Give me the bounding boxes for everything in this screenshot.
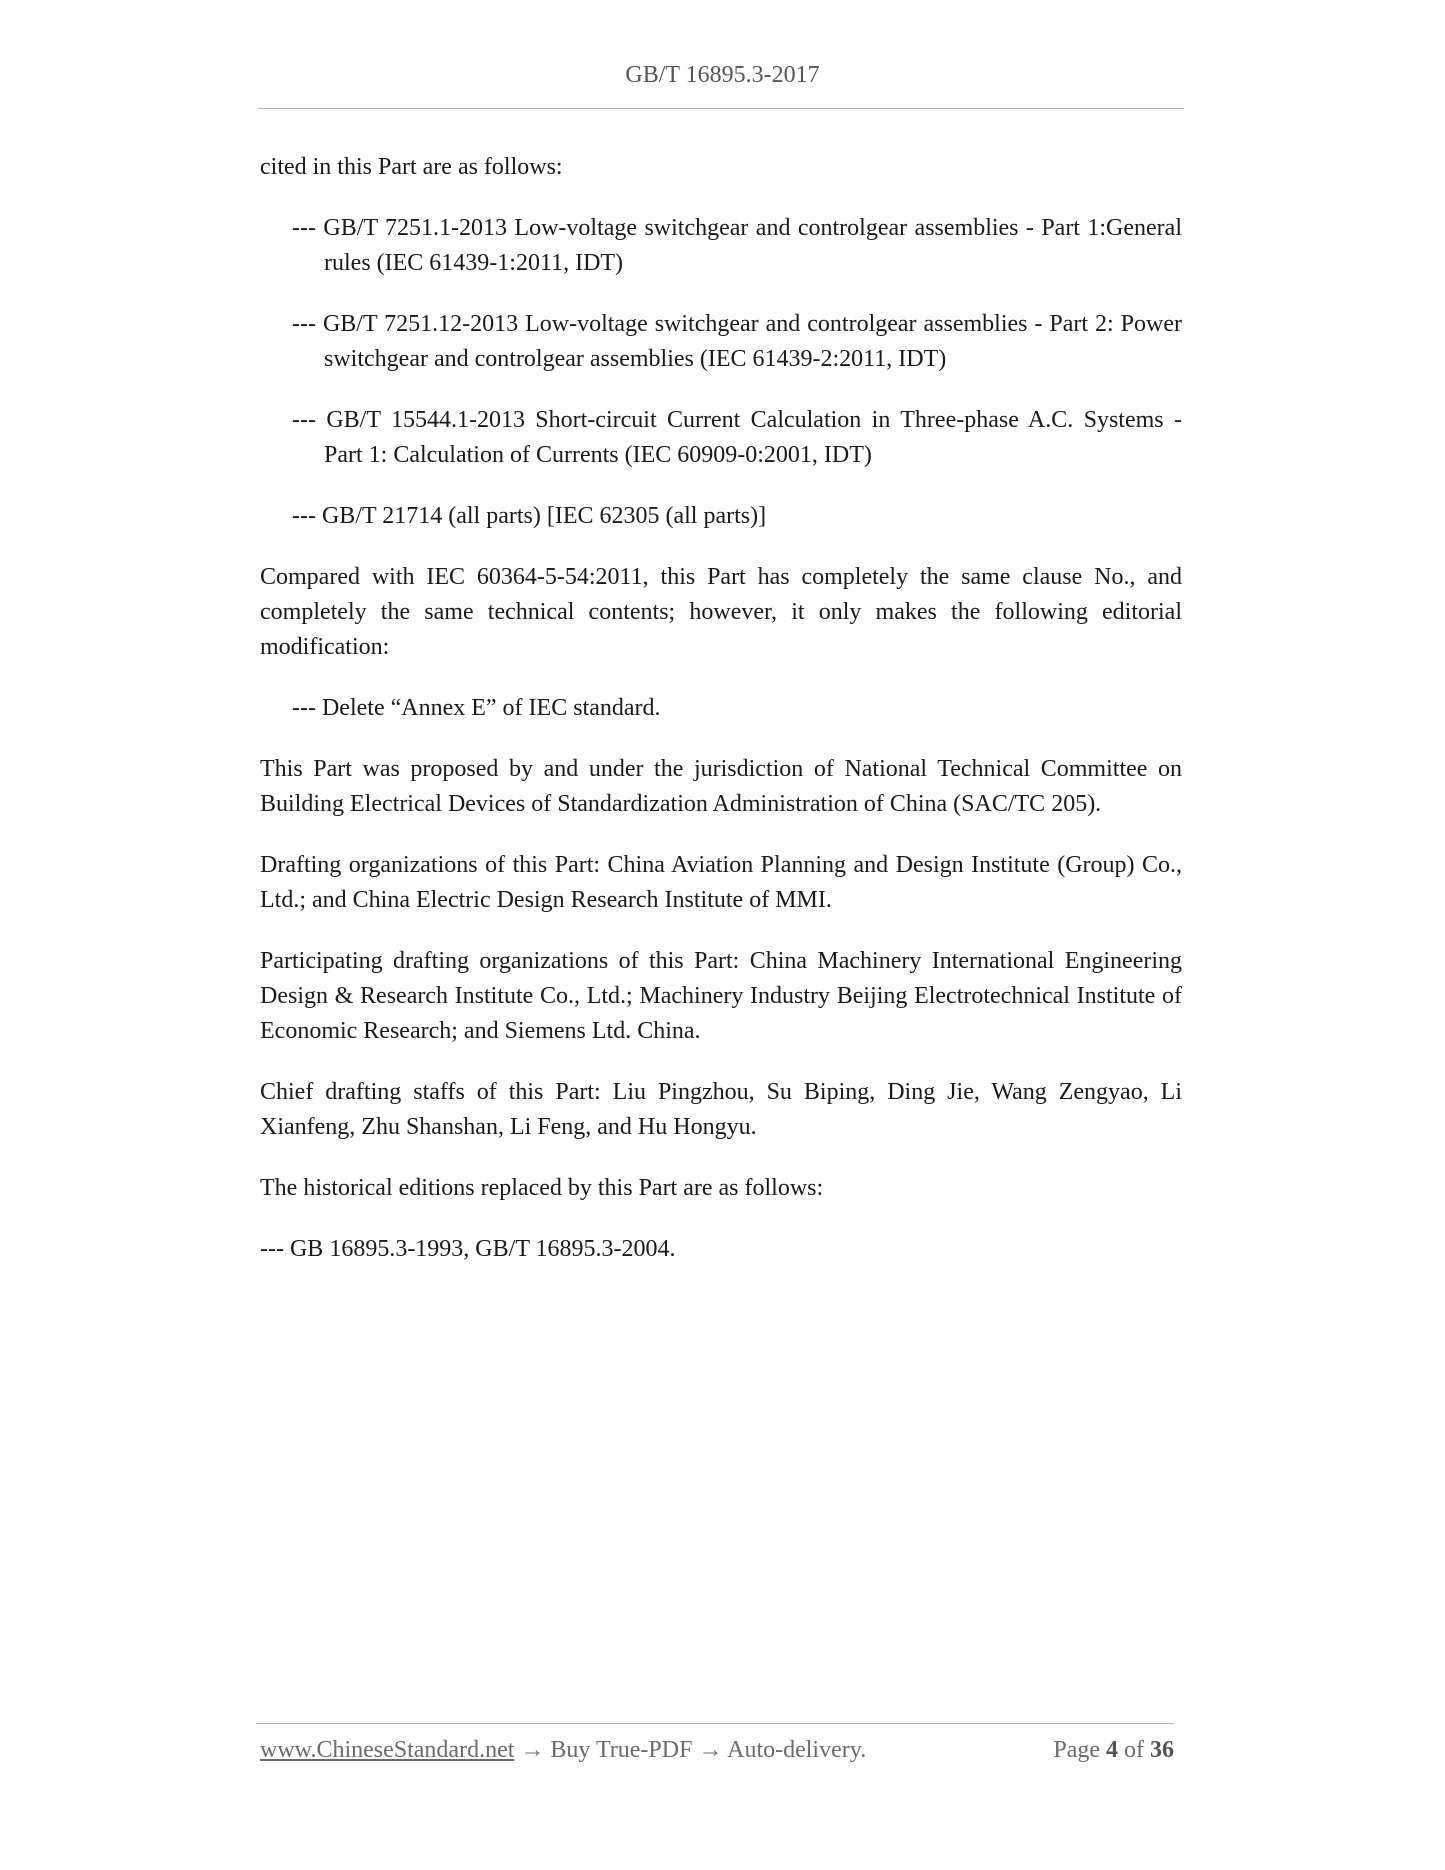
page-label: Page	[1053, 1737, 1106, 1763]
chief-staff-paragraph: Chief drafting staffs of this Part: Liu Pingzhou, Su Biping, Ding Jie, Wang Zengyao, Li Xianfeng, Zhu Shanshan, Li Feng, and Hu Hongyu.	[260, 1079, 1182, 1140]
modification-item: --- Delete “Annex E” of IEC standard.	[292, 695, 661, 721]
website-link[interactable]: www.ChineseStandard.net	[260, 1737, 515, 1763]
participating-orgs-paragraph: Participating drafting organizations of this Part: China Machinery International Engineering Design & Research Institute Co., Ltd.; Machinery Industry Beijing Electrotechnical Institute of Economic Research; and Siemens Ltd. China.	[260, 948, 1182, 1044]
page-header-title: GB/T 16895.3-2017	[625, 62, 820, 88]
proposed-paragraph: This Part was proposed by and under the jurisdiction of National Technical Committee on Building Electrical Devices of Standardization Administration of China (SAC/TC 205).	[260, 756, 1182, 817]
drafting-orgs-paragraph: Drafting organizations of this Part: China Aviation Planning and Design Institute (Group) Co., Ltd.; and China Electric Design Research Institute of MMI.	[260, 852, 1182, 913]
comparison-paragraph: Compared with IEC 60364-5-54:2011, this Part has completely the same clause No., and completely the same technical contents; however, it only makes the following editorial modification:	[260, 564, 1182, 660]
reference-item: --- GB/T 7251.1-2013 Low-voltage switchgear and controlgear assemblies - Part 1:General rules (IEC 61439-1:2011, IDT)	[292, 215, 1182, 276]
page-footer	[260, 1737, 1174, 1771]
historical-editions-item: --- GB 16895.3-1993, GB/T 16895.3-2004.	[260, 1236, 676, 1262]
reference-item: --- GB/T 15544.1-2013 Short-circuit Current Calculation in Three-phase A.C. Systems - Part 1: Calculation of Currents (IEC 60909-0:2001, IDT)	[292, 407, 1182, 468]
historical-intro-paragraph: The historical editions replaced by this Part are as follows:	[260, 1175, 824, 1201]
intro-paragraph: cited in this Part are as follows:	[260, 154, 563, 180]
page-total: 36	[1150, 1737, 1174, 1763]
reference-item: --- GB/T 7251.12-2013 Low-voltage switchgear and controlgear assemblies - Part 2: Power switchgear and controlgear assemblies (IEC 61439-2:2011, IDT)	[292, 311, 1182, 372]
footer-promo	[260, 1737, 866, 1764]
page-of-label: of	[1118, 1737, 1150, 1763]
footer-divider	[256, 1723, 1174, 1724]
page-number	[1053, 1737, 1174, 1764]
header-divider	[258, 108, 1184, 109]
footer-tagline: → Buy True-PDF → Auto-delivery.	[514, 1737, 867, 1763]
page-current: 4	[1106, 1737, 1118, 1763]
document-body	[260, 150, 1182, 1267]
reference-item: --- GB/T 21714 (all parts) [IEC 62305 (all parts)]	[292, 503, 767, 529]
